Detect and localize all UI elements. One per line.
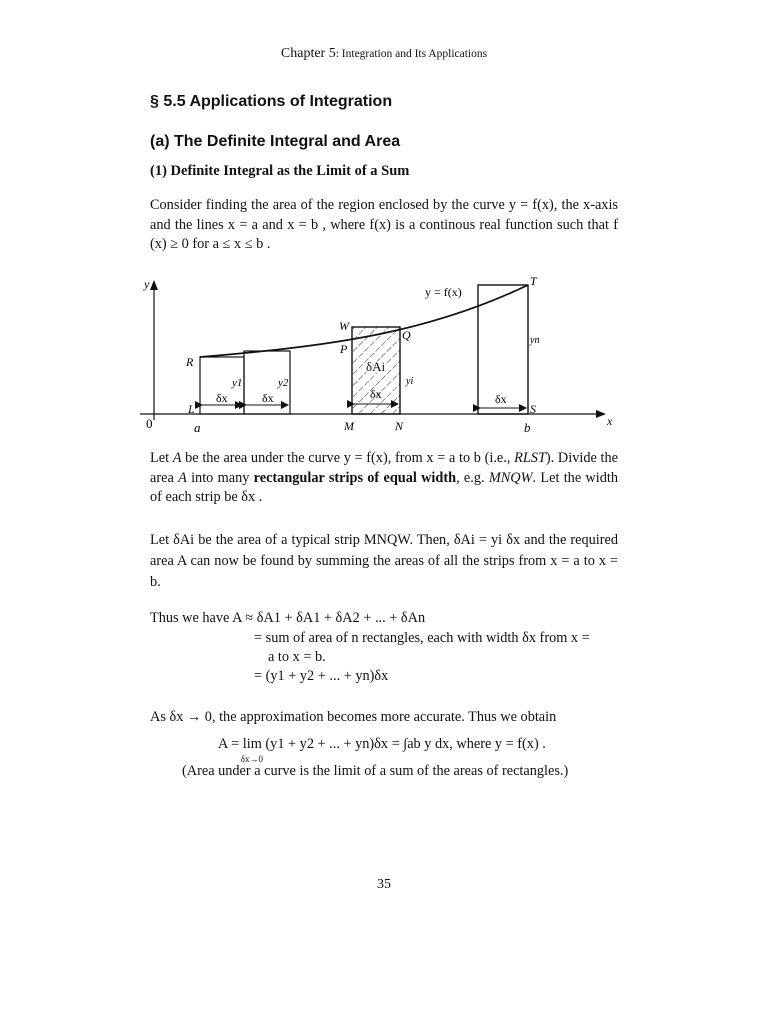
curve-label: y = f(x) — [425, 285, 462, 299]
label-yi: yi — [406, 376, 414, 387]
point-Q: Q — [402, 328, 411, 342]
approximation-step-1: = sum of area of n rectangles, each with width δx from x = — [254, 630, 590, 646]
point-T: T — [530, 274, 537, 288]
point-N: N — [395, 419, 404, 433]
limit-text: As δx → 0, the approximation becomes more accurate. Thus we obtain — [150, 709, 557, 725]
label-b: b — [524, 420, 531, 435]
y-axis-arrow-icon — [150, 280, 158, 290]
definition-paragraph: Let A be the area under the curve y = f(x), from x = a to b (i.e., RLST). Divide the area A into many rectangular strips of equal width, e.g. MNQW. Let the width of each strip be δx . — [150, 450, 619, 505]
chapter-subtitle: : Integration and Its Applications — [335, 48, 488, 60]
limit-paragraph — [150, 708, 618, 728]
label-dx-n: δx — [495, 392, 507, 406]
label-dx-1: δx — [216, 391, 228, 405]
point-W: W — [339, 319, 349, 333]
subsubsection-title: (1) Definite Integral as the Limit of a Sum — [150, 163, 410, 179]
approximation-step-1-cont: a to x = b. — [268, 649, 326, 665]
chapter-label: Chapter 5 — [280, 46, 336, 61]
x-axis-label: x — [607, 414, 613, 428]
point-L: L — [188, 402, 195, 416]
origin-label: 0 — [146, 416, 153, 431]
intro-text: Consider finding the area of the region enclosed by the curve y = f(x), the x-axis and the lines x = a and x = b , where f(x) is a continous real function such that f (x) ≥ 0 for a ≤ x ≤ b . — [150, 197, 618, 252]
label-dAi: δAi — [366, 359, 386, 374]
label-y2: y2 — [278, 377, 289, 389]
section-title: § 5.5 Applications of Integration — [150, 93, 393, 110]
summary-note: (Area under a curve is the limit of a sum of the areas of rectangles.) — [182, 763, 569, 779]
point-P: P — [340, 342, 348, 356]
strip-area-text: Let δAi be the area of a typical strip MNQW. Then, δAi = yi δx and the required area A can now be found by summing the areas of all the strips from x = a to x = b. — [150, 532, 618, 590]
intro-paragraph — [150, 196, 618, 255]
label-dx-2: δx — [262, 391, 274, 405]
riemann-sum-diagram — [140, 270, 620, 440]
strip-area-paragraph — [150, 530, 618, 593]
point-S: S — [530, 402, 536, 416]
subsection-title: (a) The Definite Integral and Area — [150, 133, 401, 150]
approximation-line: Thus we have A ≈ δA1 + δA1 + δA2 + ... + δAn — [150, 610, 426, 626]
approximation-step-2: = (y1 + y2 + ... + yn)δx — [254, 668, 389, 684]
label-dx-i: δx — [370, 387, 382, 401]
label-yn: yn — [530, 335, 540, 346]
y-axis-label: y — [144, 277, 150, 291]
running-header — [0, 46, 768, 62]
definite-integral-formula: A = lim δx→0 (y1 + y2 + ... + yn)δx = ∫ab y dx, where y = f(x) . — [218, 736, 546, 764]
emphasis-text: rectangular strips of equal width — [253, 469, 457, 486]
point-M: M — [344, 419, 354, 433]
x-axis-arrow-icon — [596, 410, 606, 418]
page-number: 35 — [377, 877, 391, 892]
label-a: a — [194, 420, 201, 435]
point-R: R — [186, 355, 194, 369]
label-y1: y1 — [232, 377, 243, 389]
